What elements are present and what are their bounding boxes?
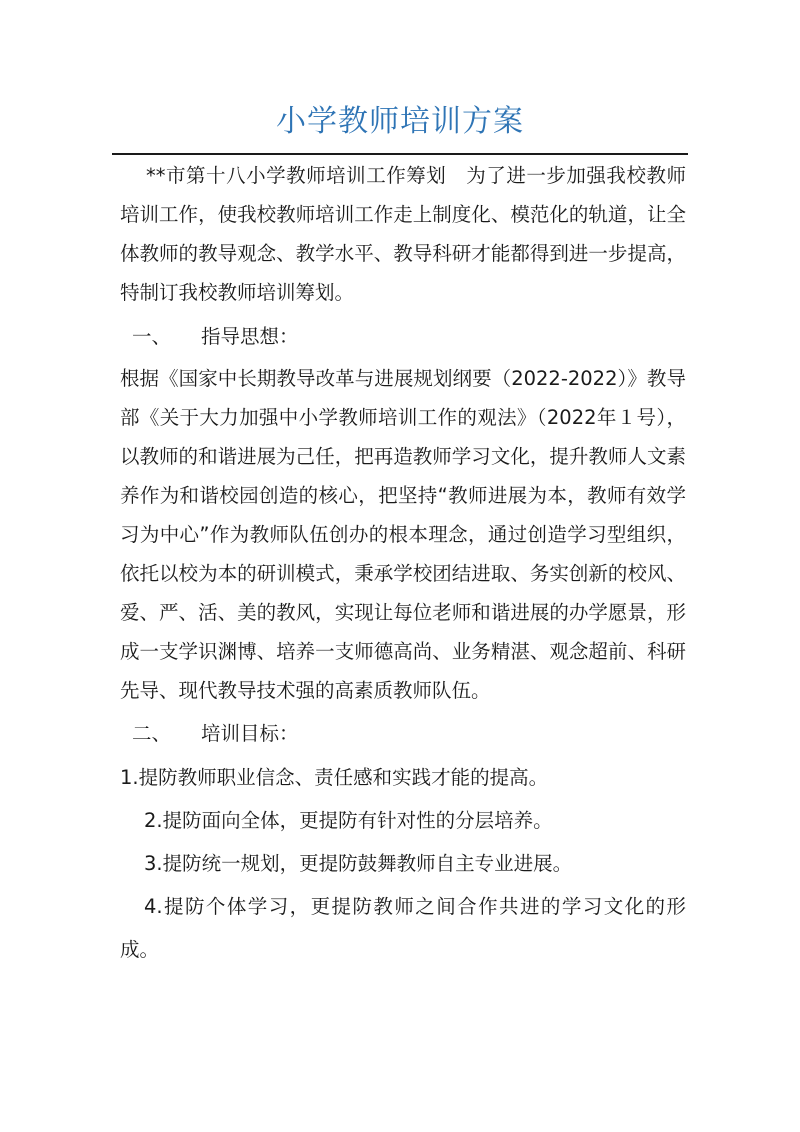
section-heading-training-goals <box>120 712 686 755</box>
section-number: 一、 <box>132 325 172 348</box>
list-item: 2.提防面向全体，更提防有针对性的分层培养。 <box>144 809 553 832</box>
intro-paragraph: **市第十八小学教师培训工作筹划 为了进一步加强我校教师培训工作，使我校教师培训工作走上制度化、模范化的轨道，让全体教师的教导观念、教学水平、教导科研才能都得到进一步提高，特制订我校教师培训筹划。 <box>120 164 686 304</box>
list-item: 1.提防教师职业信念、责任感和实践才能的提高。 <box>120 766 549 789</box>
section-number: 二、 <box>132 722 172 745</box>
document-title: 小学教师培训方案 <box>276 104 524 139</box>
goals-list <box>120 756 686 971</box>
section-heading-text: 培训目标： <box>201 722 299 745</box>
list-item: 3.提防统一规划，更提防鼓舞教师自主专业进展。 <box>144 852 573 875</box>
title-underline <box>112 153 688 155</box>
guiding-ideology-paragraph: 根据《国家中长期教导改革与进展规划纲要（2022-2022）》教导部《关于大力加强中小学教师培训工作的观法》（2022年１号），以教师的和谐进展为己任，把再造教师学习文化，提升教师人文素养作为和谐校园创造的核心，把坚持“教师进展为本，教师有效学习为中心”作为教师队伍创办的根本理念，通过创造学习型组织，依托以校为本的研训模式，秉承学校团结进取、务实创新的校风、爱、严、活、美的教风，实现让每位老师和谐进展的办学愿景，形成一支学识渊博、培养一支师德高尚、业务精湛、观念超前、科研先导、现代教导技术强的高素质教师队伍。 <box>120 367 686 702</box>
section-heading-guiding-ideology <box>120 315 686 358</box>
section-heading-text: 指导思想： <box>201 325 299 348</box>
list-item: 4.提防个体学习，更提防教师之间合作共进的学习文化的形成。 <box>120 895 686 961</box>
document-body <box>120 156 686 971</box>
